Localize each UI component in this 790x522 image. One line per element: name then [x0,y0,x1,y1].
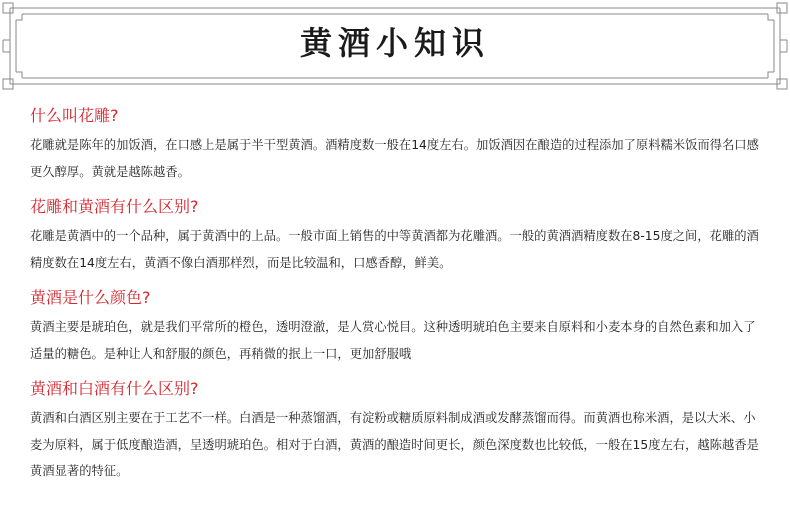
answer-paragraph: 黄酒和白酒区别主要在于工艺不一样。白酒是一种蒸馏酒，有淀粉或糖质原料制成酒或发酵蒸馏而得。而黄酒也称米酒，是以大米、小麦为原料，属于低度酿造酒，呈透明琥珀色。相对于白酒，黄酒的酿造时间更长，颜色深度数也比较低，一般在15度左右，越陈越香是黄酒显著的特征。 [30,411,759,478]
page-title: 黄酒小知识 [299,24,490,62]
answer-paragraph: 花雕是黄酒中的一个品种，属于黄酒中的上品。一般市面上销售的中等黄酒都为花雕酒。一般的黄酒酒精度数在8-15度之间，花雕的酒精度数在14度左右，黄酒不像白酒那样烈，而是比较温和，口感香醇，鲜美。 [30,229,759,270]
question-heading: 黄酒是什么颜色? [30,288,151,307]
question-heading: 什么叫花雕? [30,106,119,125]
qa-section [30,377,760,485]
question-heading: 黄酒和白酒有什么区别? [30,379,199,398]
qa-section [30,286,760,367]
question-heading: 花雕和黄酒有什么区别? [30,197,199,216]
title-banner [0,0,790,90]
qa-section [30,195,760,276]
answer-paragraph: 花雕就是陈年的加饭酒，在口感上是属于半干型黄酒。酒精度数一般在14度左右。加饭酒因在酿造的过程添加了原料糯米饭而得名口感更久醇厚。黄就是越陈越香。 [30,138,759,179]
answer-paragraph: 黄酒主要是琥珀色，就是我们平常所的橙色，透明澄澈，是人赏心悦目。这种透明琥珀色主要来自原料和小麦本身的自然色素和加入了适量的糖色。是种让人和舒服的颜色，再稍微的抿上一口，更加舒服哦 [30,320,756,361]
qa-section [30,104,760,185]
qa-list [30,100,760,485]
